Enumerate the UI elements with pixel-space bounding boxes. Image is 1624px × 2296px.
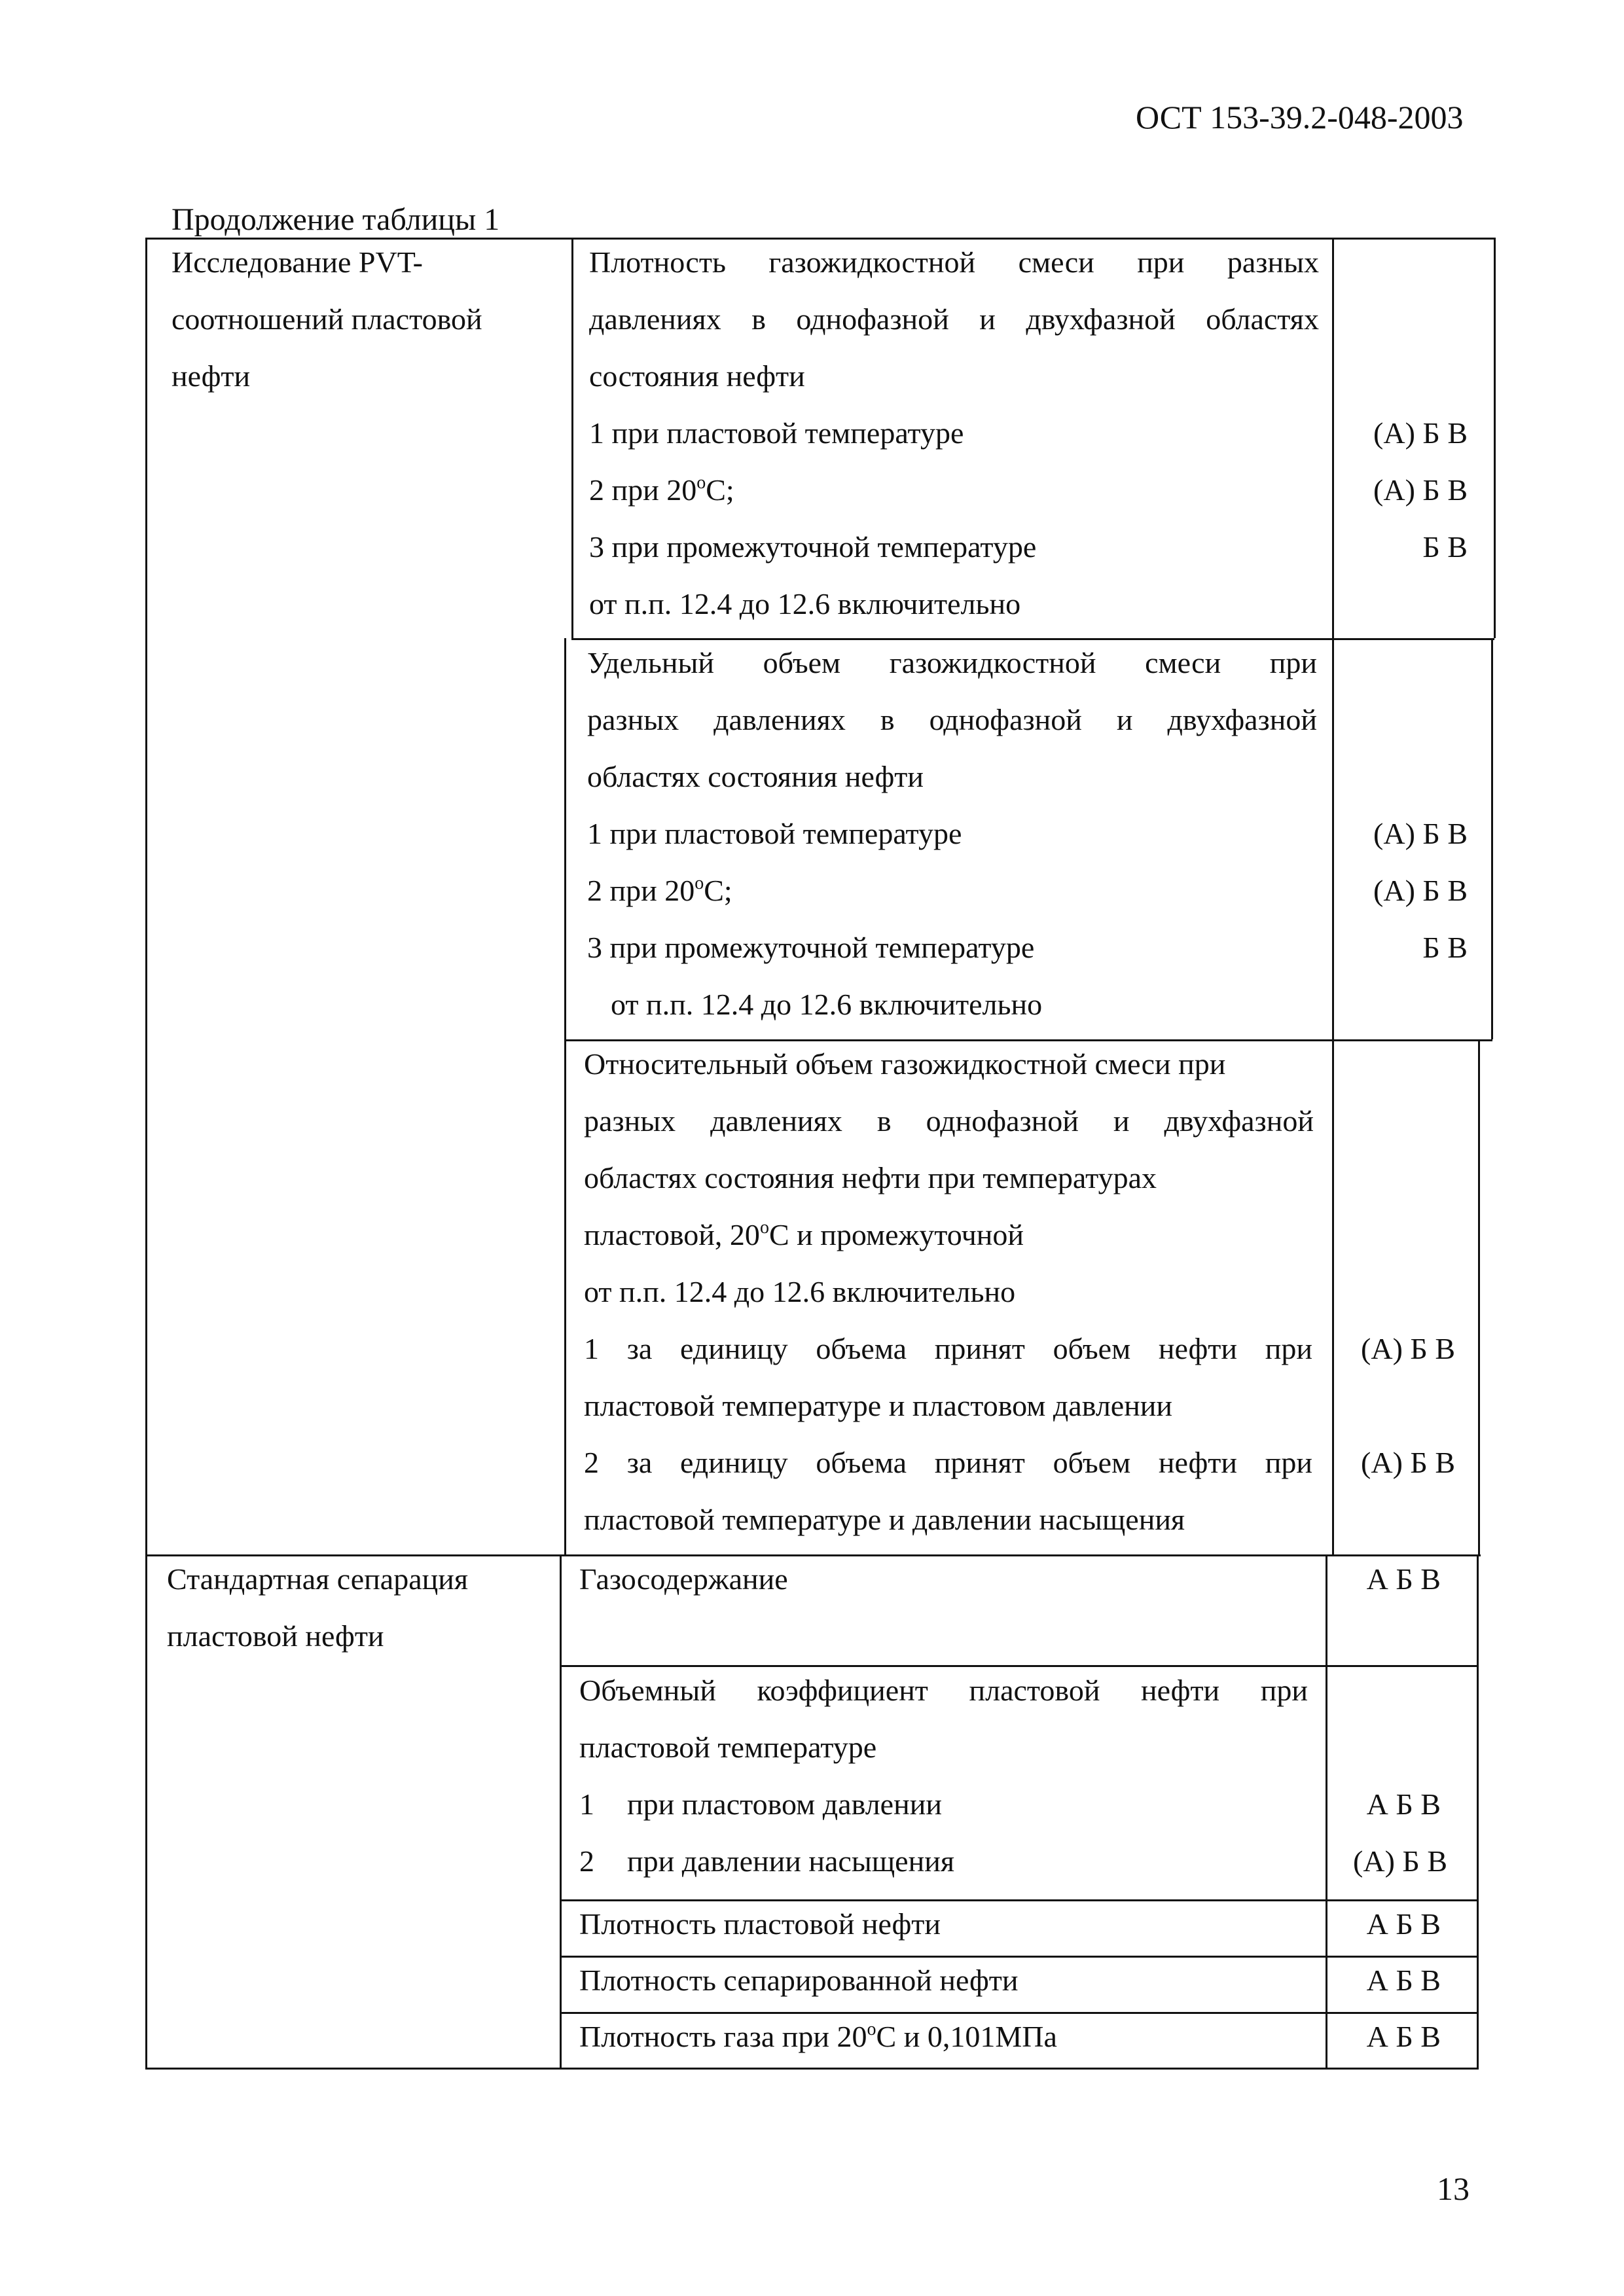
- block-heading-line: областях состояния нефти: [587, 760, 924, 793]
- item-text: Плотность пластовой нефти: [579, 1907, 941, 1941]
- item-text: 3 при промежуточной температуре: [589, 530, 1037, 564]
- item-text: Плотность сепарированной нефти: [579, 1964, 1019, 1997]
- item-text: пластовой температуре и пластовом давлении: [584, 1389, 1173, 1422]
- item-grade: А Б В: [1366, 1787, 1441, 1821]
- item-text: 2 при $20^оС$;: [587, 873, 732, 907]
- table-caption: Продолжение таблицы 1: [171, 202, 500, 237]
- page-number: 13: [1437, 2170, 1470, 2207]
- block-heading-line: пластовой температуре: [579, 1731, 877, 1764]
- item-text: 1 при пластовой температуре: [587, 817, 962, 850]
- item-grade: (А) Б В: [1373, 473, 1468, 507]
- section-name-line: нефти: [171, 359, 251, 393]
- item-text: 1 при пластовой температуре: [589, 416, 964, 450]
- item-grade: (А) Б В: [1373, 817, 1468, 850]
- item-grade: Б В: [1422, 530, 1468, 564]
- block-heading-line: Удельный объем газожидкостной смеси при: [587, 646, 1317, 679]
- item-grade: А Б В: [1366, 1907, 1441, 1941]
- item-text: 3 при промежуточной температуре: [587, 931, 1035, 964]
- item-text: 1 за единицу объема принят объем нефти при: [584, 1332, 1312, 1365]
- block-heading-line: разных давлениях в однофазной и двухфазной: [587, 703, 1317, 736]
- block-heading-line: Объемный коэффициент пластовой нефти при: [579, 1674, 1308, 1707]
- section-name-line: пластовой нефти: [167, 1619, 384, 1653]
- item-grade: (А) Б В: [1373, 416, 1468, 450]
- document-code: ОСТ 153-39.2-048-2003: [1136, 99, 1464, 135]
- item-text: при пластовом давлении: [627, 1787, 942, 1821]
- item-text: пластовой температуре и давлении насыщения: [584, 1503, 1185, 1536]
- item-grade: Б В: [1422, 931, 1468, 964]
- block-heading-line: давлениях в однофазной и двухфазной областях: [589, 302, 1319, 336]
- section-name-line: Стандартная сепарация: [167, 1562, 469, 1596]
- section-name-line: соотношений пластовой: [171, 302, 482, 336]
- item-text: 2 при $20^оС$;: [589, 473, 734, 507]
- block-footer: от п.п. 12.4 до 12.6 включительно: [611, 988, 1043, 1021]
- item-grade: А Б В: [1366, 1562, 1441, 1596]
- item-grade: (А) Б В: [1361, 1332, 1455, 1365]
- block-heading-line: областях состояния нефти при температурах: [584, 1161, 1157, 1194]
- item-text: 2 за единицу объема принят объем нефти при: [584, 1446, 1312, 1479]
- block-heading-line: Плотность газожидкостной смеси при разных: [589, 245, 1319, 279]
- item-number: 2: [579, 1844, 594, 1878]
- item-grade: А Б В: [1366, 1964, 1441, 1997]
- item-grade: (А) Б В: [1361, 1446, 1455, 1479]
- block-heading-line: Относительный объем газожидкостной смеси при: [584, 1047, 1226, 1081]
- item-grade: (А) Б В: [1353, 1844, 1447, 1878]
- item-grade: А Б В: [1366, 2020, 1441, 2053]
- block-heading-line: разных давлениях в однофазной и двухфазной: [584, 1104, 1314, 1138]
- block-footer: от п.п. 12.4 до 12.6 включительно: [584, 1275, 1016, 1308]
- item-text: Газосодержание: [579, 1562, 788, 1596]
- item-grade: (А) Б В: [1373, 874, 1468, 907]
- section-name-line: Исследование PVT-: [171, 245, 423, 279]
- block-heading-line: пластовой, $20^оС$ и промежуточной: [584, 1217, 1024, 1251]
- block-heading-line: состояния нефти: [589, 359, 805, 393]
- item-text: Плотность газа при $20^оС$ и 0,101МПа: [579, 2019, 1057, 2053]
- item-text: при давлении насыщения: [627, 1844, 954, 1878]
- item-number: 1: [579, 1787, 594, 1821]
- block-footer: от п.п. 12.4 до 12.6 включительно: [589, 587, 1021, 620]
